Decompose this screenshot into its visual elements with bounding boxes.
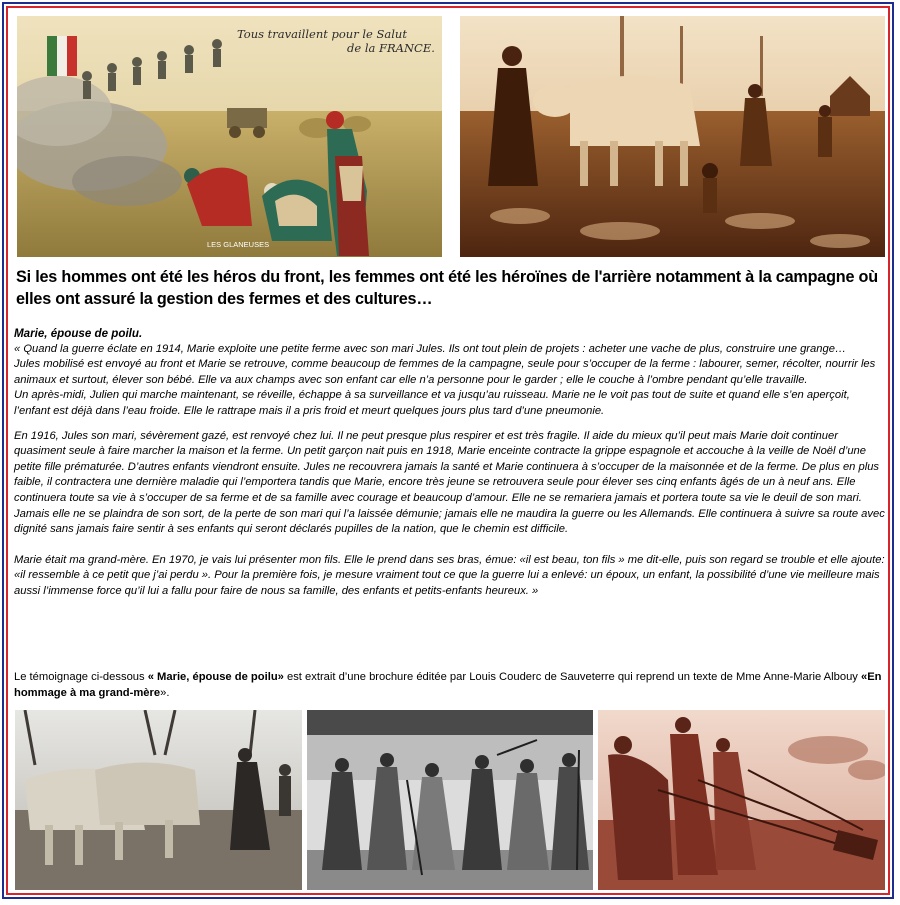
story-title: Marie, épouse de poilu. [14, 327, 143, 340]
story-paragraph-1: « Quand la guerre éclate en 1914, Marie exploite une petite ferme avec son mari Jules. Ils ont tout plein de projets : acheter une vache de plus, construire une grange… [14, 342, 847, 355]
story-text [14, 326, 886, 600]
credit-part3: ». [160, 686, 170, 699]
credit-part1: Le témoignage ci-dessous [14, 671, 148, 683]
postcard-caption-line1: Tous travaillent pour le Salut [237, 27, 407, 41]
photo-woman-with-oxen [15, 710, 302, 890]
story-paragraph-5: Marie était ma grand-mère. En 1970, je vais lui présenter mon fils. Elle le prend dans ses bras, émue: «il est beau, ton fils » me dit-elle, puis son regard se trouble et elle ajoute: «il ressemble à ce petit que j’ai perdu ». Pour la première fois, je mesure vraiment tout ce que la guerre lui a enlevé: un époux, un enfant, la possibilité d’une vie meilleure mais aussi l’immense force qu’il lui a fallu pour faire de nous sa famille, des enfants et petits-enfants heureux. » [14, 553, 885, 597]
credit-part2: est extrait d’une brochure éditée par Louis Couderc de Sauveterre qui reprend un texte de Mme Anne-Marie Albouy [283, 671, 861, 683]
headline: Si les hommes ont été les héros du front, les femmes ont été les héroïnes de l'arrière notamment à la campagne où elles ont assuré la gestion des fermes et des cultures… [16, 268, 878, 308]
credit-bold-title: « Marie, épouse de poilu» [147, 671, 284, 683]
story-paragraph-3: Un après-midi, Julien qui marche maintenant, se réveille, échappe à sa surveillance et va jusqu’au ruisseau. Marie ne le voit pas tout de suite et quand elle s’en aperçoit, l’enfant est déjà dans l’eau froide. Elle le rattrape mais il a pris froid et meurt quelques jours plus tard d’une pneumonie. [14, 389, 850, 417]
photo-women-pulling-plow [598, 710, 885, 890]
credit-text [14, 670, 886, 701]
postcard-illustration-gleaners [17, 16, 442, 257]
photo-women-oxen-plowing [460, 16, 885, 257]
postcard-caption-line2: de la FRANCE. [347, 41, 435, 55]
credit-bold-dedication: «En hommage à ma grand-mère [14, 671, 882, 699]
postcard-label: LES GLANEUSES [207, 240, 270, 249]
photo-group-women-farmworkers [307, 710, 593, 890]
story-paragraph-4: En 1916, Jules son mari, sévèrement gazé, est renvoyé chez lui. Il ne peut presque plus respirer et est très fragile. Il aide du mieux qu’il peut mais Marie doit continuer quasiment seule à faire marcher la maison et la ferme. Un petit garçon nait puis en 1918, Marie enceinte contracte la grippe espagnole et accouche à la veille de Noël d’une petite fille prématurée. D’autres enfants viendront ensuite. Jules ne recouvrera jamais la santé et Marie continuera à s’occuper de la maisonnée et de la ferme. De plus en plus faible, il contractera une dernière maladie qui l’emportera tandis que Marie, encore très jeune se retrouvera seule pour élever ses cinq enfants âgés de un à neuf ans. Elle continuera toute sa vie à s’occuper de sa ferme et de sa famille avec courage et beaucoup d’amour. Elle ne se remariera jamais et portera toute sa vie le deuil de son mari. Jamais elle ne se plaindra de son sort, de la perte de son mari qui l’a laissée démunie; jamais elle ne maudira la guerre ou les Allemands. Elle continuera à suivre sa route avec dignité sans jamais faire sentir à ses enfants qui seront déclarés pupilles de la nation, que le chemin est difficile. [14, 429, 885, 536]
story-paragraph-2: Jules mobilisé est envoyé au front et Marie se retrouve, comme beaucoup de femmes de la campagne, seule pour s’occuper de la ferme : labourer, semer, récolter, nourrir les animaux et surtout, élever son bébé. Elle va aux champs avec son enfant car elle n’a personne pour le garder ; elle le couche à l’ombre pendant qu’elle travaille. [14, 358, 876, 386]
